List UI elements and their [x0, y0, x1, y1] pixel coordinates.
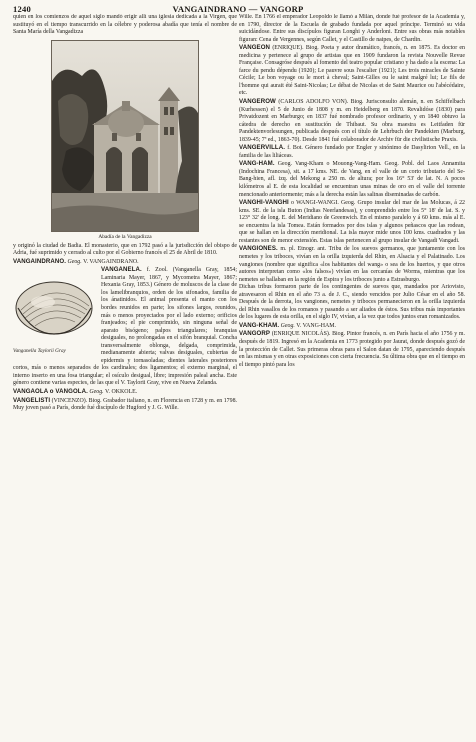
vangiones-paragraph-2: Dichas tribus formaron parte de los contingentes de suevos que, mandados por Ariovisto, atravesaron el Rhin en el año 73 a. de J. C., siendo vencidos por Julio César en el año 58. Después de la derrota, los vangiones, nemetes y triboces permanecieron en la orilla izquierda del Rhin vasallos de los romanos y pasando a ser aliados de éstos. Sus tribus más importantes de los lugares de esta orilla, en el siglo IV, vivían, a la vez que todos juntos eran romanizados.: [239, 284, 465, 321]
tag-vang-kham: Geog.: [280, 322, 295, 329]
text-vangelisti: (VINCENZO). Biog. Grabador italiano, n. en Florencia en 1728 y m. en 1798. Muy joven pasó a París, donde fué discípulo de Hugford y J. G. Wille.: [13, 397, 237, 412]
headword-vangiones: VANGIONES.: [239, 245, 278, 253]
abbey-figure-caption: Abadía de la Vangadizza: [98, 233, 152, 240]
shell-caption: Vanganella Taylorii Gray: [13, 348, 66, 355]
headword-vangorp: VANGORP: [239, 330, 271, 338]
left-column: [13, 14, 237, 732]
entry-vangelisti: [13, 397, 237, 413]
tag-vangaola: Geog.: [89, 389, 104, 396]
tag-vangaindrano: Geog.: [67, 258, 82, 265]
entry-vangaola: [13, 388, 237, 397]
vangelisti-continuation: Wille. En 1766 el emperador Leopoldo le llamó a Milán, donde fué profesor de la Academia y, en 1790, director de la Escuela de grabado fundada por aquel príncipe. Terminó su vida suicidándose. Entre sus discípulos figuran Longhi y Anderloni. Entre sus obras más notables figuran: Cena de Vergennes, según Callet, y el Castillo de naipes, de Chardin.: [239, 14, 465, 43]
abbey-continuation: y originó la ciudad de Badia. El monasterio, que en 1792 pasó a la jurisdicción del obispo de Adria, fué suprimido y cerrado al culto por el Gobierno francés el 25 de Abril de 1810.: [13, 242, 237, 257]
headword-vangelisti: VANGELISTI: [13, 396, 51, 404]
abbey-figure: [13, 40, 237, 241]
entry-vangiones: [239, 245, 465, 284]
running-title: VANGAINDRANO — VANGORP: [172, 4, 304, 14]
headword-vang-ham: VANG-HAM.: [239, 160, 275, 168]
text-vang-ham: Geog. Vang-Kham o Mouong-Vang-Ham. Geog. Pobl. del Laos Annamita (Indochina Francesa), sit. a 17 kms. NE. de Vang, en el valle de un corto tributario del Se-Bang-hien, afl. izq. del Mekong a 250 m. de altura; por los 16° 53' de lat. N. A pocos kilómetros al E. de esta localidad se encuentran unas minas de oro en el valle del torrente mencionado anteriormente; más a la derecha están las salinas diseminadas de carbón.: [239, 161, 465, 198]
entry-vangervilla: [239, 144, 465, 160]
text-vangervilla: f. Bot. Género fundado por Engler y sinónimo de Dasylirion Vell., en la familia de las liliáceas.: [239, 145, 465, 159]
headword-vangeon: VANGEON: [239, 44, 271, 52]
page-number: 1240: [13, 4, 31, 14]
text-vangiones: m. pl. Etnogr. ant. Tribu de los suevos germanos, que juntamente con los nemetes y los triboces, vivían en la orilla izquierda del Rhin, en Alsacia y el Palatinado. Los vangiones (nombre que significa «los habitantes del wang» o sea de los huertos, y que otros autores interpretan como «los falsos») vivían en las cercanías de Worms, mientras que los nemetes se hallaban en la región de Espira y los triboces junto a Estrasburgo.: [239, 246, 465, 283]
headword-vangaindrano: VANGAINDRANO.: [13, 257, 66, 265]
intro-paragraph: quien en los comienzos de aquel siglo mandó erigir allí una iglesia dedicada a la Virgen, que sustituyó en el tiempo transcurrido en la célebre y poderosa abadía que tenía el nombre de Santa María della Vangadizza: [13, 14, 237, 36]
entry-vanghi-vanghi: [239, 199, 465, 245]
text-vangaindrano: V. VANGAINDRANO.: [83, 258, 139, 265]
headword-vangerow: VANGEROW: [239, 98, 276, 106]
entry-vangerow: [239, 98, 465, 144]
text-vangerow: (CARLOS ADOLFO VON). Biog. Jurisconsulto alemán, n. en Schiffelbach (Kurhessen) el 5 de Junio de 1808 y m. en Heidelberg en 1870. Revalidóse (1830) para Privatdozent en Marburgo; en 1837 fué nombrado profesor ordinario, y en 1840 obtuvo la cátedra de derecho en sustitución de Thibaut. Su obra maestra es Leitfaden für Pandektenvorlesungen, publicada después con el título de Lehrbuch der Pandekten (Marburg, 1839-45; 7ª ed., 1863-70). Desde 1841 fué colaborador de Archiv für die civilistische Praxis.: [239, 99, 465, 143]
shell-figure: [13, 268, 95, 360]
text-vang-kham: V. VANG-HAM.: [296, 322, 337, 329]
text-vangorp: (ENRIQUE NICOLÁS). Biog. Pintor francés, n. en París hacia el año 1756 y m. después de 1819. Ingresó en la Academia en 1773 protegido por Jaurat, donde después gozó de la protección de Callet. Sus primeras obras para el Salon datan de 1795, apareciendo después en las mismas y en otras exposiciones con cierta frecuencia. Su última obra que en el tiempo en el tiempo pintó para los: [239, 331, 465, 368]
text-vangeon: (ENRIQUE). Biog. Poeta y autor dramático, francés, n. en 1875. Es doctor en medicina y pertenece al grupo de artistas que en 1909 fundaron la revista Nouvelle Revue Française. Consagróse después al fomento del teatro popular cristiano y ha dado a la escena: La farce du pendu dépendu (1920); Le pauvre sous l'escalier (1921); Les trois miracles de Sainte Cécile; Le bon voyage ou le mort à cheval; Saint-Gilles ou le saint malgré lui; Le fils de l'homme qui aurait été Saint-Nicolas; Le débat de Nicolas et de Saint Maurice ou l'abécédaire, etc.: [239, 45, 465, 97]
headword-vanghi-vanghi: VANGHI-VANGHI: [239, 199, 289, 207]
text-vangaola: V. OKKOLE.: [105, 389, 138, 396]
entry-vanganela: [13, 266, 237, 388]
entry-vang-ham: [239, 160, 465, 199]
shell-illustration: [13, 268, 95, 348]
headword-vanganela: VANGANELA.: [101, 266, 142, 274]
right-column: [239, 14, 465, 732]
headword-vang-kham: VANG-KHAM.: [239, 321, 280, 329]
entry-vangeon: [239, 44, 465, 98]
text-vanghi-vanghi: o WANGI-WANGI. Geog. Grupo insular del mar de las Molucas, á 22 kms. SE. de la isla Buton (Indias Neerlandesas), y comprendido entre los 5° 18' de lat. S. y 123° 32' de long. E. del Meridiano de Greenwich. En el mismo paralelo y á 60 kms. más al E. se encuentra la isla Tomea. Están formados por dos islas y algunos peñascos que las rodean, que se hallan en la dirección meridional. La isla mayor mide unos 100 kms. cuadrados y las restantes son de menor extensión. Estas islas pertenecen al grupo insular de Vangadi Vangadi.: [239, 200, 465, 244]
abbey-photo: [51, 40, 199, 232]
entry-vangaindrano: [13, 258, 237, 267]
entry-vang-kham: [239, 322, 465, 331]
headword-vangaola: VANGAOLA o VANGOLA.: [13, 388, 88, 396]
entry-vangorp: [239, 330, 465, 369]
headword-vangervilla: VANGERVILLA.: [239, 144, 286, 152]
text-vanganela: f. Zool. (Vanganella Gray, 1854; Laminaria Mayer, 1867, y Mycometra Mayer, 1867; Hexania Gray, 1853.) Género de moluscos de la clase de los lamelibranquios, orden de los sifonados, familia de los ánatinidos. El animal presenta el manto con los bordes reunidos en parte; los sifones largos, reunidos, más o menos proyectados por el lado externo; orificios franjeados; el pie comprimido, sin ninguna señal de aparato bisógeno; palpos triangulares; branquias desiguales, no prolongadas en el sifón branquial. Concha transversalmente oblonga, delgada, comprimida, medianamente abierta; valvas desiguales, cubiertas de epidermis y tornasoladas; dientes laterales posteriores cortos, más o menos separados de los cardinales; dos ligamentos; el externo marginal, el interno inserto en una fosa triangular; el osículo desigual, libre; impresión paleal ancha. Este género contiene varias especies, de las que el V. Taylorii Gray, vive en Nueva Zelanda.: [13, 267, 237, 387]
